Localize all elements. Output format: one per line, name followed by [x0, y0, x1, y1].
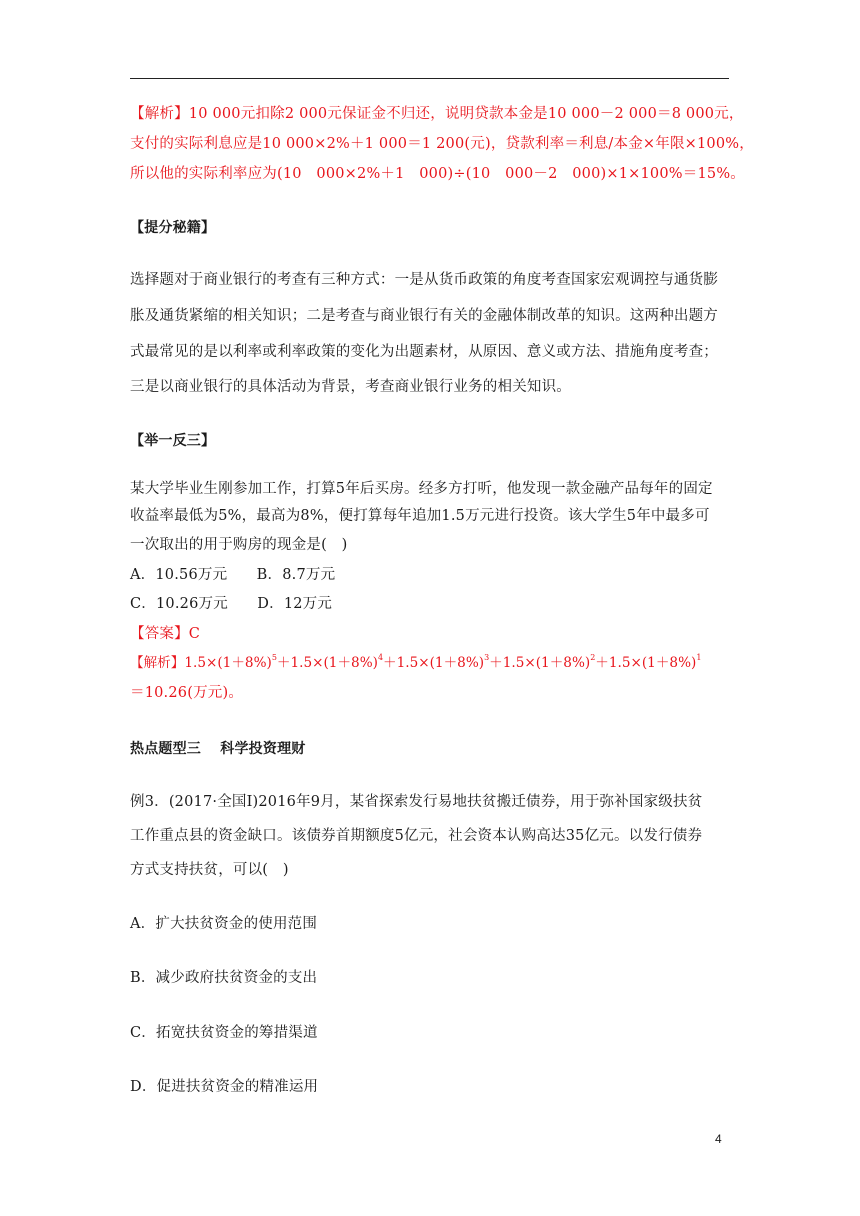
- tips-line-2: 胀及通货紧缩的相关知识；二是考查与商业银行有关的金融体制改革的知识。这两种出题方: [130, 308, 718, 324]
- example3-option-b: B．减少政府扶贫资金的支出: [130, 970, 318, 986]
- example3-option-c: C．拓宽扶贫资金的筹措渠道: [130, 1025, 318, 1041]
- formula-term-3: $1.5\times(1+8\%)^3$: [396, 653, 490, 671]
- formula-plus: ＋: [276, 655, 291, 671]
- formula-term-1: $1.5\times(1+8\%)^5$: [184, 653, 277, 671]
- formula-plus: ＋: [489, 655, 503, 671]
- practice-analysis-formula: [130, 653, 701, 673]
- practice-question-line-1: 某大学毕业生刚参加工作，打算5年后买房。经多方打听，他发现一款金融产品每年的固定: [130, 481, 713, 497]
- page-number: 4: [715, 1132, 722, 1146]
- tips-heading: 【提分秘籍】: [130, 220, 216, 236]
- tips-line-1: 选择题对于商业银行的考查有三种方式：一是从货币政策的角度考查国家宏观调控与通货膨: [130, 272, 718, 288]
- practice-options-cd: C．10.26万元 D．12万元: [130, 596, 333, 612]
- practice-heading: 【举一反三】: [130, 433, 216, 449]
- formula-term-4: $1.5\times(1+8\%)^2$: [502, 653, 596, 671]
- tips-line-4: 三是以商业银行的具体活动为背景，考查商业银行业务的相关知识。: [130, 379, 571, 395]
- tips-line-3: 式最常见的是以利率或利率政策的变化为出题素材，从原因、意义或方法、措施角度考查；: [130, 344, 718, 360]
- example3-line-2: 工作重点县的资金缺口。该债券首期额度5亿元，社会资本认购高达35亿元。以发行债券: [130, 828, 703, 844]
- example3-line-1: 例3．(2017·全国Ⅰ)2016年9月，某省探索发行易地扶贫搬迁债券，用于弥补国家级扶贫: [130, 794, 703, 810]
- practice-options-ab: A．10.56万元 B．8.7万元: [130, 567, 336, 583]
- analysis-line-2: 支付的实际利息应是10 000×2%＋1 000＝1 200(元)，贷款利率＝利息/本金×年限×100%，: [130, 136, 754, 152]
- practice-analysis-result: ＝10.26(万元)。: [130, 685, 244, 701]
- example3-option-a: A．扩大扶贫资金的使用范围: [130, 916, 318, 932]
- analysis-line-3: 所以他的实际利率应为(10 000×2%＋1 000)÷(10 000－2 000)×1×100%＝15%。: [130, 166, 745, 182]
- header-rule: [130, 78, 729, 79]
- practice-question-line-3: 一次取出的用于购房的现金是( ): [130, 537, 348, 553]
- practice-analysis-prefix: 【解析】: [130, 655, 185, 671]
- formula-term-5: $1.5\times(1+8\%)^1$: [608, 653, 702, 671]
- analysis-line-1: 【解析】10 000元扣除2 000元保证金不归还，说明贷款本金是10 000－2 000＝8 000元，: [130, 106, 744, 122]
- formula-plus: ＋: [383, 655, 397, 671]
- formula-term-2: $1.5\times(1+8\%)^4$: [290, 653, 384, 671]
- example3-line-3: 方式支持扶贫，可以( ): [130, 862, 289, 878]
- practice-question-line-2: 收益率最低为5%，最高为8%，便打算每年追加1.5万元进行投资。该大学生5年中最多可: [130, 508, 710, 524]
- formula-plus: ＋: [595, 655, 609, 671]
- example3-option-d: D．促进扶贫资金的精准运用: [130, 1079, 319, 1095]
- practice-answer: 【答案】C: [130, 626, 201, 642]
- section3-heading: 热点题型三 科学投资理财: [130, 741, 306, 757]
